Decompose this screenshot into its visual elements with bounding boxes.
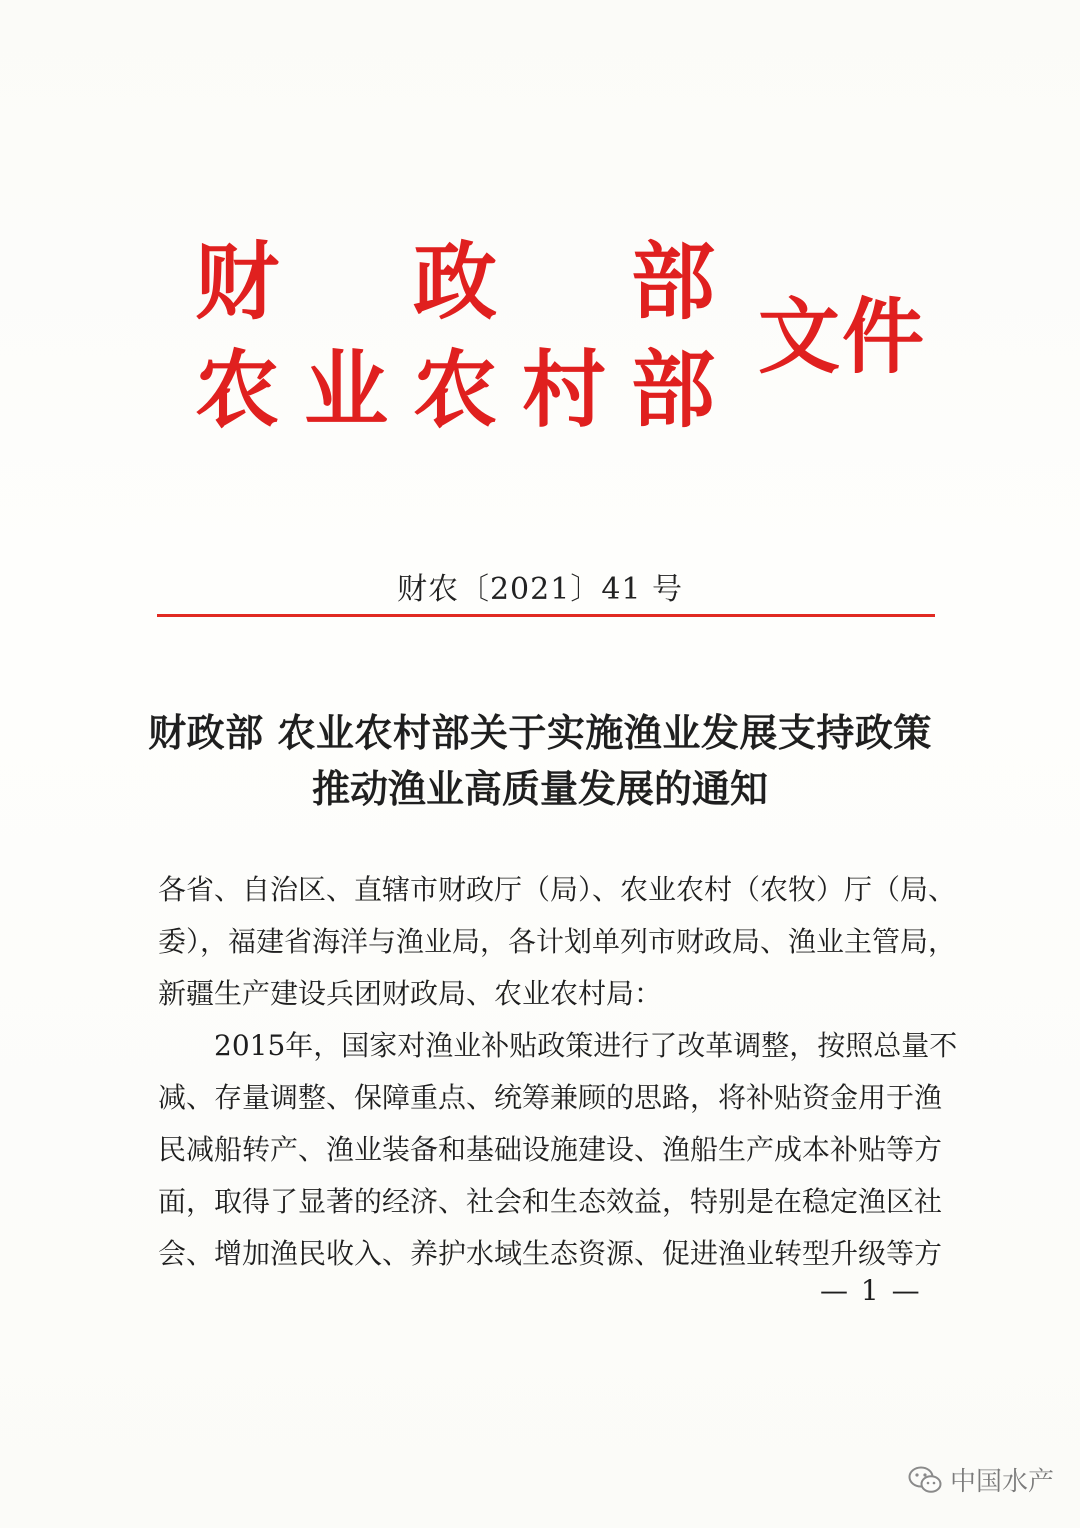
body-line: 会、增加渔民收入、养护水域生态资源、促进渔业转型升级等方 xyxy=(158,1237,943,1270)
document-title-line-2: 推动渔业高质量发展的通知 xyxy=(311,767,768,811)
body-line: 各省、自治区、直辖市财政厅（局）、农业农村（农牧）厅（局、 xyxy=(158,873,957,906)
watermark-text: 中国水产 xyxy=(949,1467,1054,1497)
document-type-label: 文件 xyxy=(758,289,927,385)
body-line: 面，取得了显著的经济、社会和生态效益，特别是在稳定渔区社 xyxy=(158,1185,943,1218)
document-header xyxy=(150,220,950,460)
red-divider xyxy=(157,614,935,617)
source-watermark xyxy=(908,1461,1054,1498)
document-title-line-1: 财政部 农业农村部关于实施渔业发展支持政策 xyxy=(148,711,932,755)
body-line: 2015年，国家对渔业补贴政策进行了改革调整，按照总量不 xyxy=(158,1029,958,1062)
issuer-char: 村 xyxy=(521,340,606,439)
page-number: — 1 — xyxy=(820,1274,922,1307)
issuer-char: 政 xyxy=(412,232,497,331)
issuer-char: 部 xyxy=(630,232,715,331)
issuer-line-2 xyxy=(195,340,715,439)
issuer-char: 部 xyxy=(630,340,715,439)
issuer-char: 业 xyxy=(303,340,388,439)
issuer-char: 农 xyxy=(412,340,497,439)
document-number: 财农〔2021〕41 号 xyxy=(396,572,684,607)
body-line: 委），福建省海洋与渔业局，各计划单列市财政局、渔业主管局， xyxy=(158,925,957,958)
body-line: 减、存量调整、保障重点、统筹兼顾的思路，将补贴资金用于渔 xyxy=(158,1081,943,1114)
issuer-char: 农 xyxy=(195,340,280,439)
issuer-line-1 xyxy=(195,232,715,331)
wechat-icon xyxy=(908,1466,942,1494)
issuer-char: 财 xyxy=(195,232,280,331)
body-line: 新疆生产建设兵团财政局、农业农村局： xyxy=(158,977,663,1010)
body-line: 民减船转产、渔业装备和基础设施建设、渔船生产成本补贴等方 xyxy=(158,1133,943,1166)
